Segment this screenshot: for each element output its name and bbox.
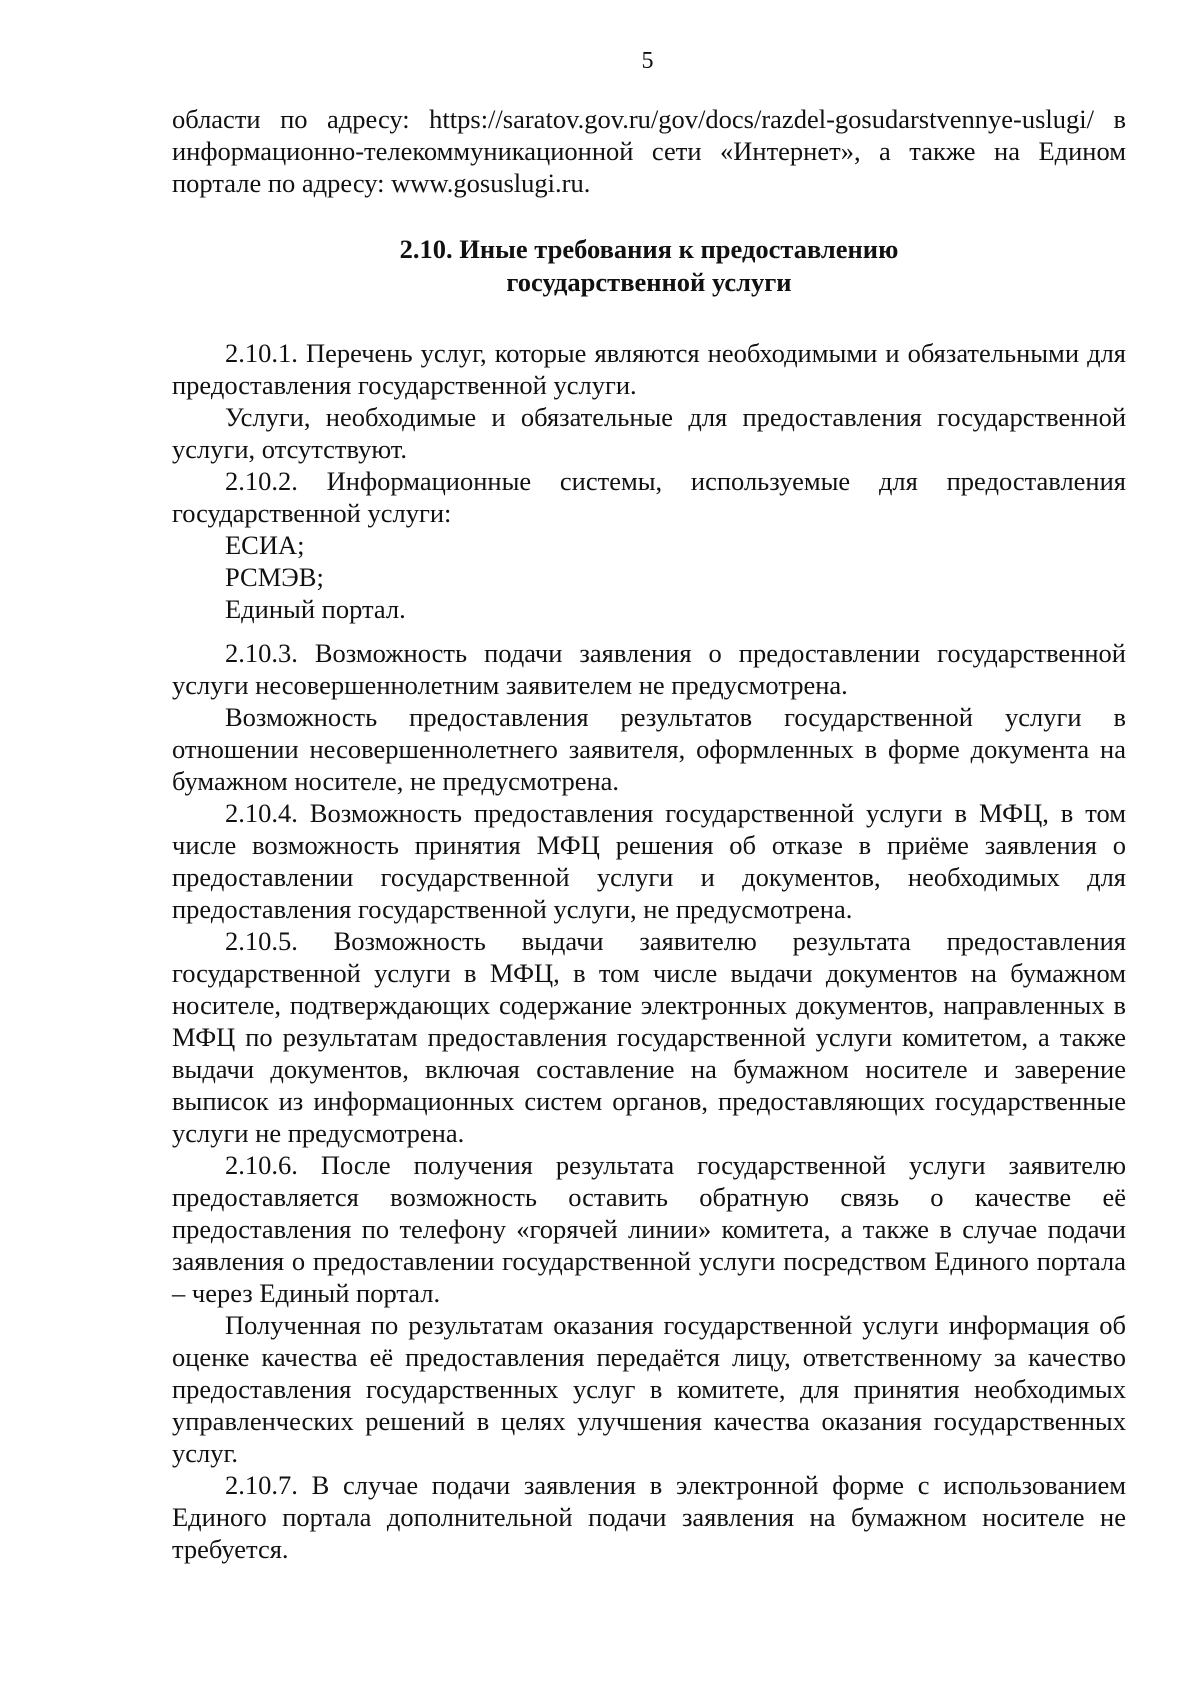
paragraph-2-10-2: 2.10.2. Информационные системы, используемые для предоставления государственной услуги: [172, 466, 1126, 528]
intro-paragraph: области по адресу: https://saratov.gov.ru/gov/docs/razdel-gosudarstvennye-uslugi/ в информационно-телекоммуникационной сети «Интернет», а также на Едином портале по адресу: www.gosuslugi.ru. [172, 104, 1126, 198]
paragraph-2-10-1: 2.10.1. Перечень услуг, которые являются необходимыми и обязательными для предоставления государственной услуги. [172, 338, 1126, 400]
section-heading [172, 233, 1126, 299]
paragraph-2-10-5: 2.10.5. Возможность выдачи заявителю результата предоставления государственной услуги в МФЦ, в том числе выдачи документов на бумажном носителе, подтверждающих содержание электронных документов, направленных в МФЦ по результатам предоставления государственной услуги комитетом, а также выдачи документов, включая составление на бумажном носителе и заверение выписок из информационных систем органов, предоставляющих государственные услуги не предусмотрена. [172, 926, 1126, 1148]
paragraph-2-10-6: 2.10.6. После получения результата государственной услуги заявителю предоставляется возможность оставить обратную связь о качестве её предоставления по телефону «горячей линии» комитета, а также в случае подачи заявления о предоставлении государственной услуги посредством Единого портала – через Единый портал. [172, 1150, 1126, 1308]
page-number: 5 [641, 48, 654, 74]
paragraph-2-10-1-b: Услуги, необходимые и обязательные для предоставления государственной услуги, отсутствуют. [172, 402, 1126, 464]
paragraph-2-10-3-b: Возможность предоставления результатов государственной услуги в отношении несовершеннолетнего заявителя, оформленных в форме документа на бумажном носителе, не предусмотрена. [172, 702, 1126, 796]
list-item-portal: Единый портал. [225, 594, 406, 624]
section-heading-line1: 2.10. Иные требования к предоставлению [399, 234, 899, 264]
section-heading-line2: государственной услуги [506, 267, 792, 297]
paragraph-2-10-4: 2.10.4. Возможность предоставления государственной услуги в МФЦ, в том числе возможность принятия МФЦ решения об отказе в приёме заявления о предоставлении государственной услуги и документов, необходимых для предоставления государственной услуги, не предусмотрена. [172, 798, 1126, 924]
list-item-esia: ЕСИА; [225, 530, 305, 560]
paragraph-2-10-7: 2.10.7. В случае подачи заявления в электронной форме с использованием Единого портала дополнительной подачи заявления на бумажном носителе не требуется. [172, 1470, 1126, 1564]
list-item-rsmev: РСМЭВ; [225, 562, 324, 592]
paragraph-2-10-3: 2.10.3. Возможность подачи заявления о предоставлении государственной услуги несовершеннолетним заявителем не предусмотрена. [172, 638, 1126, 700]
paragraph-2-10-6-b: Полученная по результатам оказания государственной услуги информация об оценке качества её предоставления передаётся лицу, ответственному за качество предоставления государственных услуг в комитете, для принятия необходимых управленческих решений в целях улучшения качества оказания государственных услуг. [172, 1310, 1126, 1468]
document-body [172, 103, 1126, 1565]
